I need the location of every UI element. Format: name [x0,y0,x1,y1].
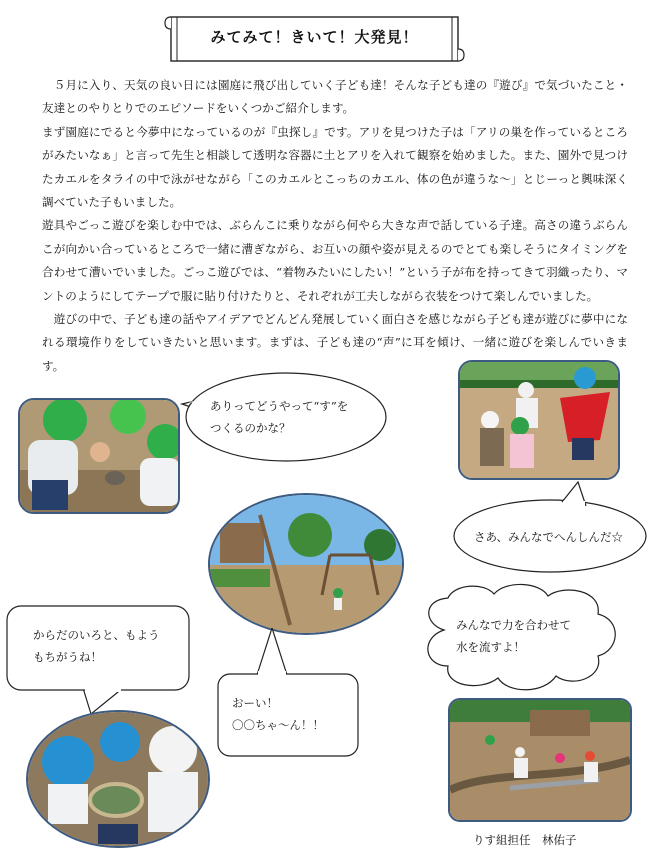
page-title: みてみて！きいて！大発見！ [210,28,419,46]
paragraph-closing: 遊びの中で、子ども達の話やアイデアでどんどん発展していく面白さを感じながら子ども達が遊びに夢中になれる環境作りをしていきたいと思います。まずは、子ども達の“声”に耳を傾け、一緒に遊びを楽しんでいきます。 [42,312,628,373]
photo-water-channel [448,698,632,822]
speech-bubble-frog [5,604,191,716]
bubble-water-text: みんなで力を合わせて 水を流すよ！ [456,618,571,654]
article-body [42,74,628,378]
teacher-signature: りす組担任 林佑子 [473,833,577,847]
paragraph-insects: まず園庭にでると今夢中になっているのが『虫探し』です。アリを見つけた子は「アリの巣を作っているところがみたいなぁ」と言って先生と相談して透明な容器に土とアリを入れて観察を始めました。また、園外で見つけたカエルをタライの中で泳がせながら「このカエルとこっちのカエル、体の色が違うな～」とじーっと興味深く調べていた子もいました。 [42,124,628,210]
photo-frog-observation [26,710,210,848]
bubble-swing-text: おーい！ 〇〇ちゃ～ん！！ [232,696,324,732]
paragraph-play: 遊具やごっこ遊びを楽しむ中では、ぶらんこに乗りながら何やら大きな声で話している子達。高さの違うぶらんこが向かい合っているところで一緒に漕ぎながら、お互いの顔や姿が見えるのでとても楽しそうにタイミングを合わせて漕いでいました。ごっこ遊びでは、“着物みたいにしたい！”という子が布を持ってきて羽織ったり、マントのようにしてテープで服に貼り付けたりと、それぞれが工夫しながら衣装をつけて楽しんでいました。 [42,218,628,303]
speech-bubble-swing [216,628,360,758]
bubble-frog-text: からだのいろと、もよう もちがうね！ [33,628,160,664]
photo-ant-observation [18,398,180,514]
bubble-dance-text: さあ、みんなでへんしんだ☆ [474,530,624,544]
speech-bubble-water [414,580,624,698]
paragraph-intro: ５月に入り、天気の良い日には園庭に飛び出していく子ども達！そんな子ども達の『遊び』で気づいたこと・友達とのやりとりでのエピソードをいくつかご紹介します。 [42,78,628,116]
photo-playground [208,493,404,635]
bubble-ant-text: ありってどうやって“す”を つくるのかな？ [210,399,349,435]
title-banner [163,14,466,64]
speech-bubble-dance [450,480,650,576]
speech-bubble-ant [180,370,388,465]
photo-costume-play [458,360,620,480]
